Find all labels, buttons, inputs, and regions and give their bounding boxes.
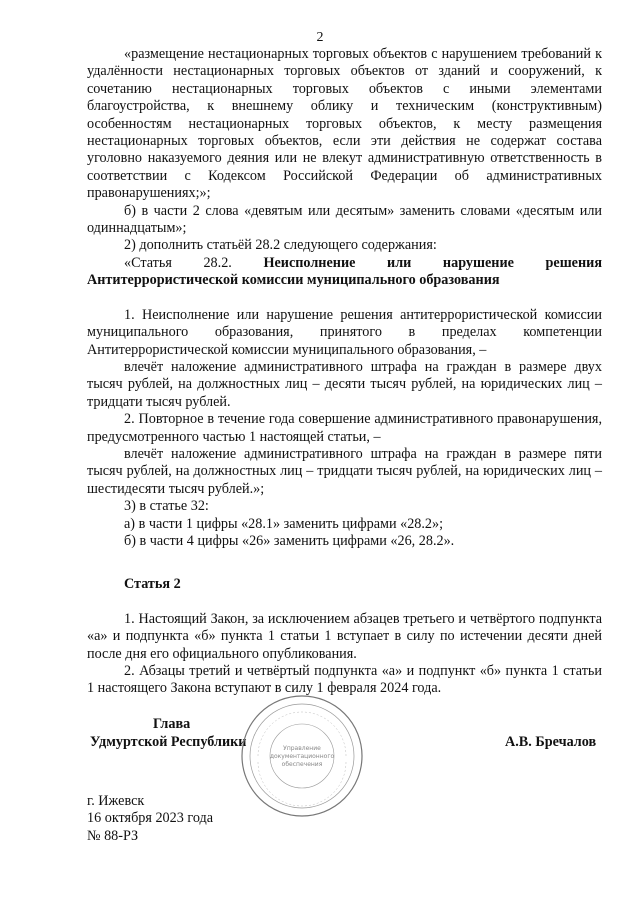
paragraph: 3) в статье 32: [124, 498, 209, 515]
paragraph: б) в части 2 слова «девятым или десятым» заменить словами «десятым или одиннадцатым»; [87, 202, 602, 237]
paragraph: а) в части 1 цифры «28.1» заменить цифрами «28.2»; [124, 515, 444, 532]
signatory-name: А.В. Бречалов [505, 734, 597, 750]
paragraph: 2. Повторное в течение года совершение административного правонарушения, предусмотренного частью 1 настоящей статьи, – [87, 411, 602, 445]
svg-text:документационного: документационного [269, 753, 335, 760]
signature-title-line2: Удмуртской Республики [90, 734, 247, 750]
article-2-title: Статья 2 [124, 576, 181, 593]
paragraph: влечёт наложение административного штрафа на граждан в размере двух тысяч рублей, на должностных лиц – десяти тысяч рублей, на юридических лиц – тридцати тысяч рублей. [87, 358, 602, 410]
spacer [87, 290, 602, 307]
date: 16 октября 2023 года [87, 810, 214, 827]
paragraph: 1. Настоящий Закон, за исключением абзацев третьего и четвёртого подпункта «а» и подпункта «б» пункта 1 статьи 1 вступает в силу по истечении десяти дней после дня его официального опубликования. [87, 610, 602, 662]
paragraph: 1. Неисполнение или нарушение решения антитеррористической комиссии муниципального образования, принятого в пределах компетенции Антитеррористической комиссии муниципального образования, – [87, 306, 602, 358]
paragraph: 2) дополнить статьёй 28.2 следующего содержания: [124, 237, 437, 254]
paragraph: б) в части 4 цифры «26» заменить цифрами «26, 28.2». [124, 532, 455, 549]
place-date-number [87, 793, 213, 845]
place: г. Ижевск [87, 793, 145, 809]
svg-text:обеспечения: обеспечения [281, 761, 323, 768]
article-28-2-heading [87, 255, 602, 290]
paragraph: «размещение нестационарных торговых объектов с нарушением требований к удалённости нестационарных торговых объектов от зданий и сооружений, к сочетанию нестационарных торговых объектов с иными элементами благоустройства, к внешнему облику и техническим (конструктивным) особенностям нестационарных торговых объектов, к месту размещения нестационарных торговых объектов, если эти действия не содержат состава уголовно наказуемого деяния или не влекут административную ответственность в соответствии с Кодексом Российской Федерации об административных правонарушениях;»; [87, 46, 602, 202]
signature-title-line1: Глава [153, 716, 191, 732]
official-seal [238, 692, 366, 820]
document-body [87, 46, 602, 698]
article-28-2-prefix: «Статья 28.2. [124, 254, 232, 271]
law-number: № 88-РЗ [87, 827, 139, 844]
article-28-2-title: Неисполнение или нарушение решения Антитеррористической комиссии муниципального образования [87, 254, 602, 289]
paragraph: влечёт наложение административного штрафа на граждан в размере пяти тысяч рублей, на должностных лиц – тридцати тысяч рублей, на юридических лиц – шестидесяти тысяч рублей.»; [87, 445, 602, 497]
spacer [87, 594, 602, 611]
spacer [87, 567, 602, 576]
paragraph: 2. Абзацы третий и четвёртый подпункта «а» и подпункт «б» пункта 1 статьи 1 настоящего Закона вступают в силу 1 февраля 2024 года. [87, 663, 602, 697]
page-number: 2 [316, 30, 324, 45]
svg-text:Управление: Управление [283, 745, 321, 752]
spacer [87, 550, 602, 567]
